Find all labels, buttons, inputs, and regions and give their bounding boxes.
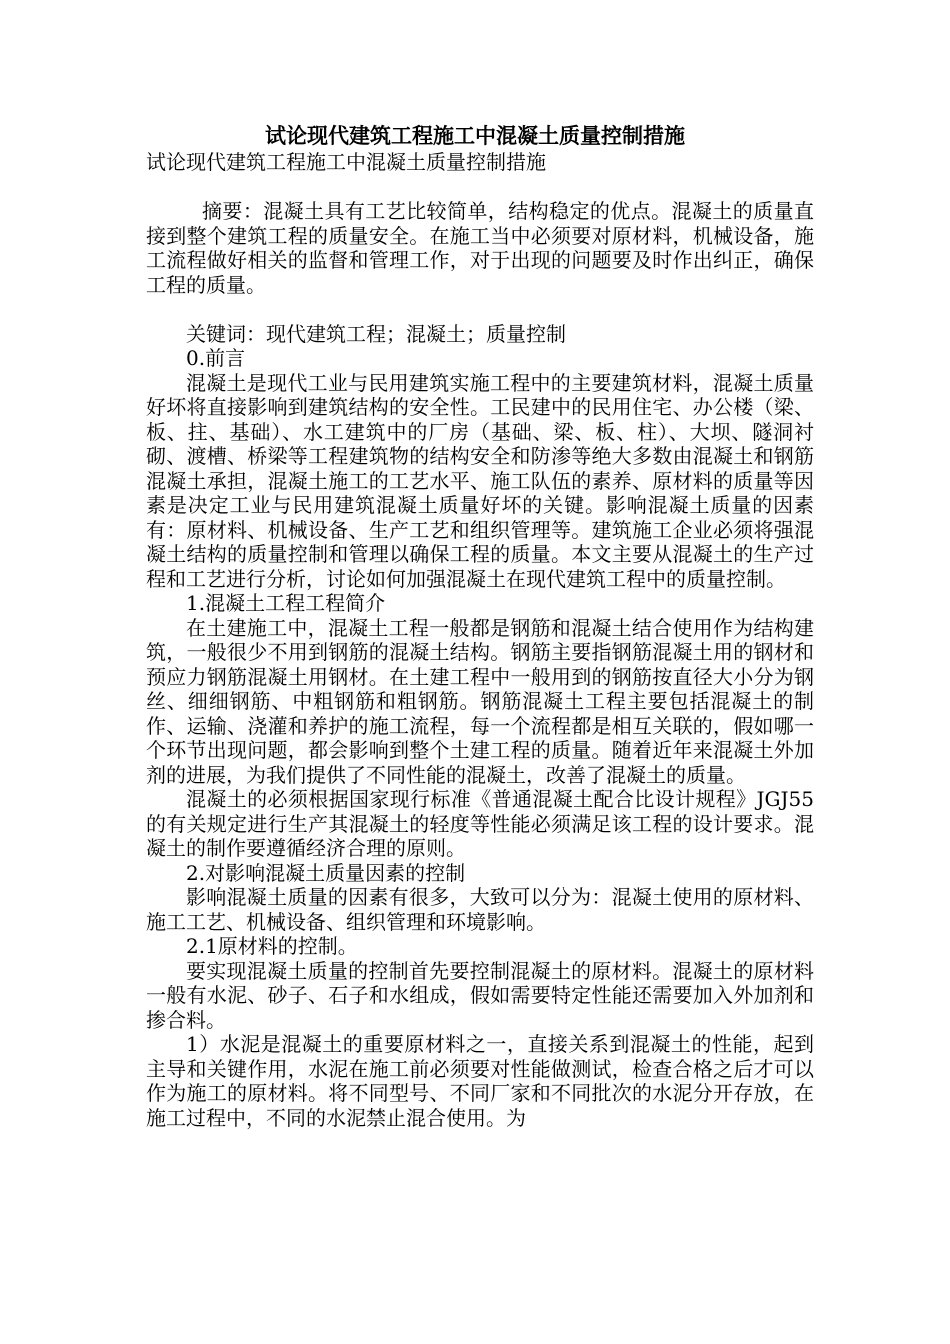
section-heading-2: 2.对影响混凝土质量因素的控制 bbox=[186, 860, 466, 885]
body-paragraph: 在土建施工中，混凝土工程一般都是钢筋和混凝土结合使用作为结构建筑，一般很少不用到钢筋的混凝土结构。钢筋主要指钢筋混凝土用的钢材和预应力钢筋混凝土用钢材。在土建工程中一般用到的钢筋按直径大小分为钢丝、细细钢筋、中粗钢筋和粗钢筋。钢筋混凝土工程主要包括混凝土的制作、运输、浇灌和养护的施工流程，每一个流程都是相互关联的，假如哪一个环节出现问题，都会影响到整个土建工程的质量。随着近年来混凝土外加剂的进展，为我们提供了不同性能的混凝土，改善了混凝土的质量。 bbox=[146, 615, 814, 787]
body-paragraph: 1）水泥是混凝土的重要原材料之一，直接关系到混凝土的性能，起到主导和关键作用，水泥在施工前必须要对性能做测试，检查合格之后才可以作为施工的原材料。将不同型号、不同厂家和不同批次的水泥分开存放，在施工过程中，不同的水泥禁止混合使用。为 bbox=[146, 1032, 814, 1130]
body-paragraph: 混凝土的必须根据国家现行标准《普通混凝土配合比设计规程》JGJ55的有关规定进行生产其混凝土的轻度等性能必须满足该工程的设计要求。混凝土的制作要遵循经济合理的原则。 bbox=[146, 787, 814, 860]
document-subtitle: 试论现代建筑工程施工中混凝土质量控制措施 bbox=[146, 150, 546, 174]
section-heading-2-1: 2.1原材料的控制。 bbox=[186, 934, 358, 958]
body-paragraph: 影响混凝土质量的因素有很多，大致可以分为：混凝土使用的原材料、施工工艺、机械设备、组织管理和环境影响。 bbox=[146, 885, 814, 934]
abstract-paragraph: 摘要：混凝土具有工艺比较简单，结构稳定的优点。混凝土的质量直接到整个建筑工程的质量安全。在施工当中必须要对原材料，机械设备，施工流程做好相关的监督和管理工作，对于出现的问题要及时作出纠正，确保工程的质量。 bbox=[146, 199, 814, 297]
document-body bbox=[146, 150, 814, 1130]
document-title: 试论现代建筑工程施工中混凝土质量控制措施 bbox=[265, 124, 685, 148]
body-paragraph: 要实现混凝土质量的控制首先要控制混凝土的原材料。混凝土的原材料一般有水泥、砂子、石子和水组成，假如需要特定性能还需要加入外加剂和掺合料。 bbox=[146, 958, 814, 1032]
section-heading-1: 1.混凝土工程工程简介 bbox=[186, 591, 386, 615]
section-heading-preface: 0.前言 bbox=[186, 346, 246, 370]
keywords-line: 关键词：现代建筑工程；混凝土；质量控制 bbox=[186, 321, 566, 346]
body-paragraph: 混凝土是现代工业与民用建筑实施工程中的主要建筑材料，混凝土质量好坏将直接影响到建筑结构的安全性。工民建中的民用住宅、办公楼（梁、板、拄、基础）、水工建筑中的厂房（基础、梁、板、柱）、大坝、隧洞衬砌、渡槽、桥梁等工程建筑物的结构安全和防渗等绝大多数由混凝土和钢筋混凝土承担，混凝土施工的工艺水平、施工队伍的素养、原材料的质量等因素是决定工业与民用建筑混凝土质量好坏的关键。影响混凝土质量的因素有：原材料、机械设备、生产工艺和组织管理等。建筑施工企业必须将强混凝土结构的质量控制和管理以确保工程的质量。本文主要从混凝土的生产过程和工艺进行分析，讨论如何加强混凝土在现代建筑工程中的质量控制。 bbox=[146, 370, 814, 591]
